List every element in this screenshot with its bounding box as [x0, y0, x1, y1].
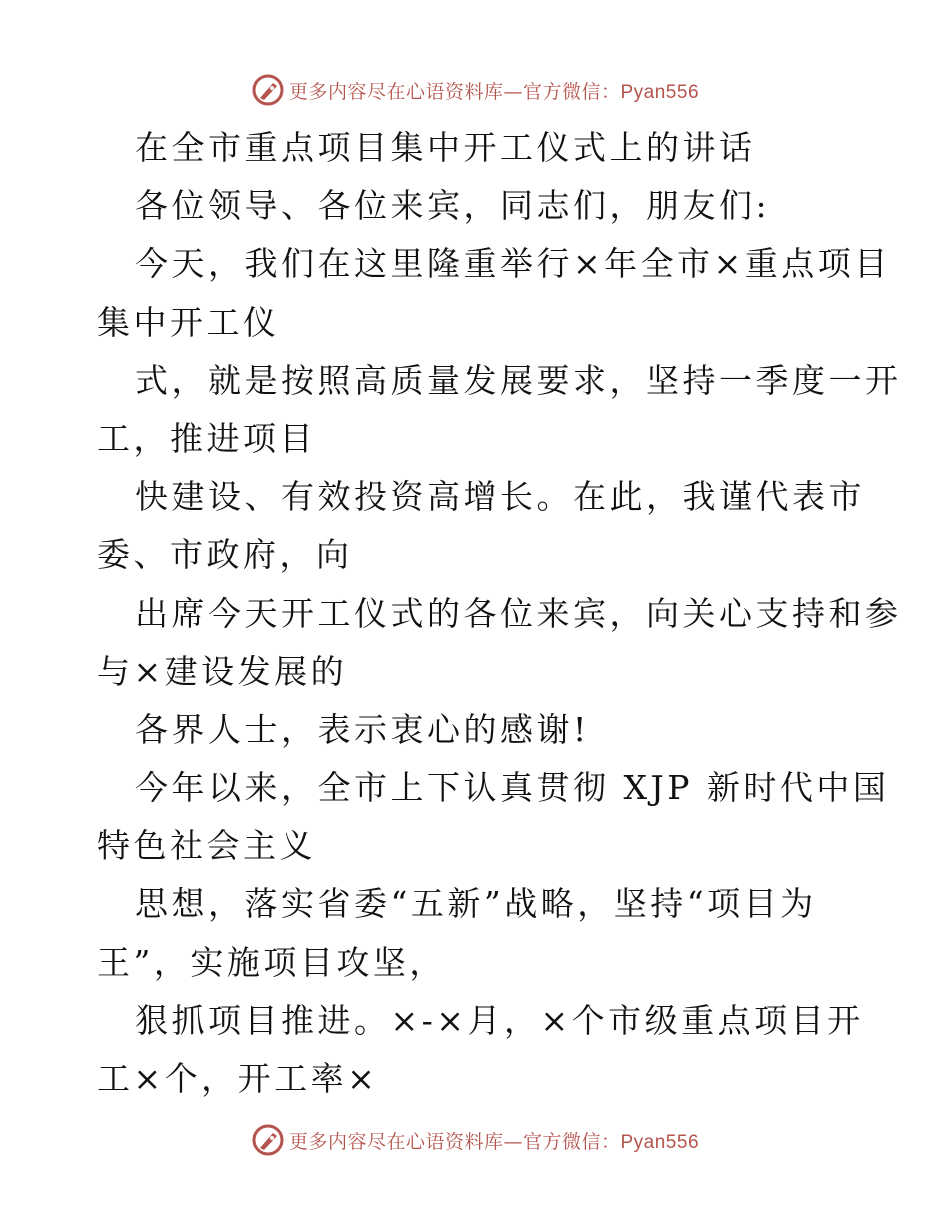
speech-body: [97, 119, 902, 1108]
paragraph-line: 思想，落实省委“五新”战略，坚持“项目为: [135, 884, 817, 924]
paragraph-line: 工，推进项目: [97, 418, 316, 458]
paragraph-line: 快建设、有效投资高增长。在此，我谨代表市: [135, 477, 865, 517]
paragraph-line: 出席今天开工仪式的各位来宾，向关心支持和参: [135, 593, 902, 633]
paragraph-line: 与×建设发展的: [97, 651, 348, 691]
header-banner-text: 更多内容尽在心语资料库—官方微信：Pyan556: [288, 80, 700, 103]
paragraph-line: 今年以来，全市上下认真贯彻 XJP 新时代中国: [135, 768, 890, 808]
pen-nib-logo-icon: [251, 1123, 285, 1157]
paragraph-line: 今天，我们在这里隆重举行×年全市×重点项目: [135, 244, 891, 284]
footer-banner: [0, 1120, 950, 1160]
footer-banner-text: 更多内容尽在心语资料库—官方微信：Pyan556: [288, 1130, 700, 1153]
paragraph-line: 特色社会主义: [97, 826, 316, 866]
paragraph-line: 委、市政府，向: [97, 535, 353, 575]
paragraph-line: 工×个，开工率×: [97, 1059, 379, 1098]
salutation: 各位领导、各位来宾，同志们，朋友们:: [135, 186, 771, 226]
speech-title: 在全市重点项目集中开工仪式上的讲话: [135, 128, 756, 167]
paragraph-line: 狠抓项目推进。×-×月，×个市级重点项目开: [135, 1000, 864, 1040]
paragraph-line: 各界人士，表示衷心的感谢!: [135, 709, 590, 749]
pen-nib-logo-icon: [251, 73, 285, 107]
paragraph-line: 王”，实施项目攻坚，: [97, 942, 446, 982]
header-banner: [0, 70, 950, 110]
paragraph-line: 集中开工仪: [97, 302, 280, 342]
paragraph-line: 式，就是按照高质量发展要求，坚持一季度一开: [135, 360, 902, 400]
